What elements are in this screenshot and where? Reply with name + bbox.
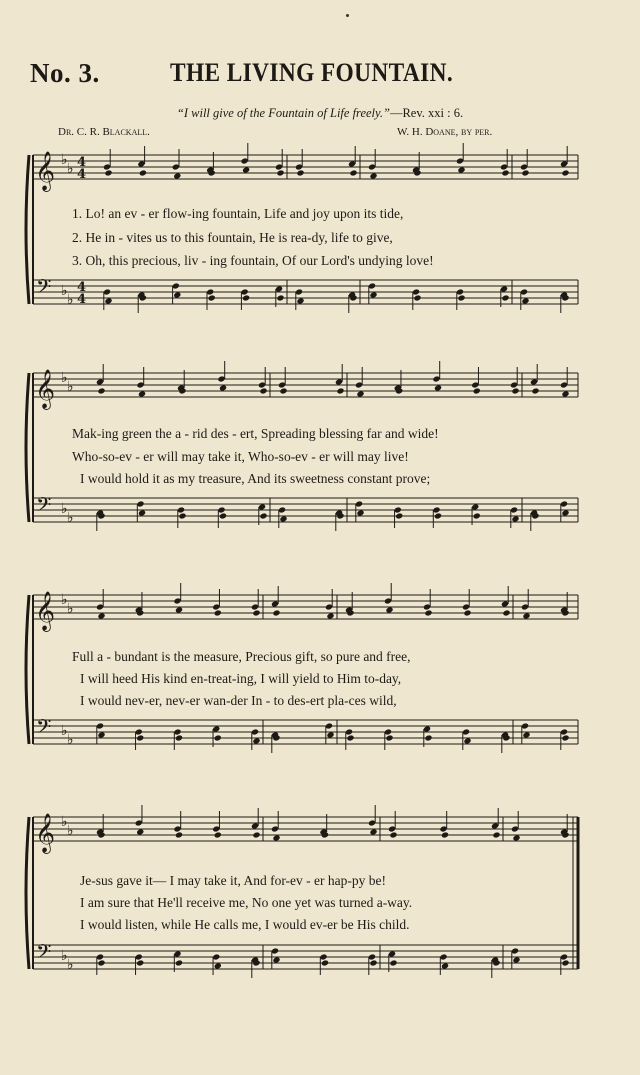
notehead — [173, 172, 181, 179]
notehead — [385, 734, 393, 741]
notehead — [349, 169, 357, 176]
key-flat-icon: ♭ — [61, 592, 68, 608]
key-flat-icon: ♭ — [61, 723, 68, 739]
notehead — [296, 297, 304, 304]
notehead — [356, 390, 364, 397]
key-flat-icon: ♭ — [61, 501, 68, 517]
key-flat-icon: ♭ — [67, 601, 74, 617]
notehead — [389, 831, 397, 838]
notehead — [369, 172, 377, 179]
notehead — [214, 962, 222, 969]
time-sig-bottom: 4 — [77, 292, 87, 307]
composer-credit: Dr. C. R. Blackall. — [58, 126, 150, 138]
system-2-verse-1: Mak-ing green the a - rid des - ert, Spreading blessing far and wide! — [72, 426, 439, 441]
system-2-verse-2: Who-so-ev - er will may take it, Who-so-ev - er will may live! — [72, 449, 409, 464]
notehead — [511, 515, 519, 522]
system-4-verse-2: I am sure that He'll receive me, No one yet was turned a-way. — [80, 895, 413, 910]
notehead — [242, 294, 250, 301]
notehead — [138, 390, 146, 397]
notehead — [139, 169, 147, 176]
notehead — [136, 828, 144, 835]
notehead — [326, 731, 334, 738]
notehead — [259, 387, 267, 394]
notehead — [521, 297, 529, 304]
notehead — [104, 169, 112, 176]
hymn-title: THE LIVING FOUNTAIN. — [170, 58, 454, 87]
notehead — [208, 294, 216, 301]
notehead — [561, 734, 569, 741]
key-flat-icon: ♭ — [61, 283, 68, 299]
notehead — [276, 294, 284, 301]
time-sig-top: 4 — [77, 155, 87, 170]
bass-clef-icon: 𝄢 — [36, 275, 52, 303]
notehead — [473, 512, 481, 519]
key-flat-icon: ♭ — [67, 292, 74, 308]
notehead — [97, 387, 105, 394]
notehead — [521, 169, 529, 176]
notehead — [214, 609, 222, 616]
notehead — [512, 834, 520, 841]
system-4-verse-3: I would listen, while He calls me, I would ev-er be His child. — [80, 917, 410, 932]
notehead — [175, 831, 183, 838]
notehead — [492, 831, 500, 838]
notehead — [501, 294, 509, 301]
notehead — [511, 387, 519, 394]
notehead — [561, 959, 569, 966]
notehead — [279, 515, 287, 522]
notehead — [512, 956, 520, 963]
system-3-verse-2: I will heed His kind en-treat-ing, I will yield to Him to-day, — [80, 671, 402, 686]
notehead — [173, 291, 181, 298]
notehead — [175, 959, 183, 966]
bass-clef-icon: 𝄢 — [36, 493, 52, 521]
time-sig-top: 4 — [77, 280, 87, 295]
key-flat-icon: ♭ — [67, 510, 74, 526]
key-flat-icon: ♭ — [61, 370, 68, 386]
notehead — [252, 831, 260, 838]
notehead — [424, 734, 432, 741]
system-2-verse-3: I would hold it as my treasure, And its sweetness constant prove; — [80, 471, 431, 486]
system-3-verse-3: I would nev-er, nev-er wan-der In - to des-ert pla-ces wild, — [80, 693, 397, 708]
key-flat-icon: ♭ — [67, 823, 74, 839]
notehead — [252, 609, 260, 616]
notehead — [531, 387, 539, 394]
treble-clef-icon: 𝄞 — [35, 813, 56, 853]
notehead — [441, 962, 449, 969]
system-4-verse-1: Je-sus gave it— I may take it, And for-ev - er hap-py be! — [80, 873, 387, 888]
system-2-brace — [26, 373, 29, 522]
notehead — [561, 509, 569, 516]
notehead — [326, 612, 334, 619]
notehead — [561, 169, 569, 176]
time-sig-bottom: 4 — [77, 167, 87, 182]
notehead — [369, 291, 377, 298]
notehead — [279, 387, 287, 394]
notehead — [561, 390, 569, 397]
system-1-verse-2: 2. He in - vites us to this fountain, He is rea-dy, life to give, — [72, 230, 393, 245]
treble-clef-icon: 𝄞 — [35, 369, 56, 409]
notehead — [395, 512, 403, 519]
notehead — [434, 512, 442, 519]
notehead — [369, 959, 377, 966]
notehead — [276, 169, 284, 176]
notehead — [175, 734, 183, 741]
notehead — [441, 831, 449, 838]
notehead — [356, 509, 364, 516]
key-flat-icon: ♭ — [61, 814, 68, 830]
notehead — [369, 828, 377, 835]
key-flat-icon: ♭ — [67, 161, 74, 177]
notehead — [346, 734, 354, 741]
notehead — [259, 512, 267, 519]
notehead — [219, 384, 227, 391]
notehead — [296, 169, 304, 176]
notehead — [104, 297, 112, 304]
notehead — [178, 512, 186, 519]
hymn-number: No. 3. — [30, 58, 100, 88]
notehead — [413, 294, 421, 301]
notehead — [321, 959, 329, 966]
notehead — [136, 734, 144, 741]
notehead — [242, 166, 250, 173]
bass-clef-icon: 𝄢 — [36, 940, 52, 968]
epigraph-quote: “I will give of the Fountain of Life freely.” — [176, 106, 390, 120]
notehead — [252, 737, 260, 744]
notehead — [336, 387, 344, 394]
notehead — [502, 609, 510, 616]
notehead — [501, 169, 509, 176]
notehead — [97, 731, 105, 738]
system-1-verse-3: 3. Oh, this precious, liv - ing fountain, Of our Lord's undying love! — [72, 253, 434, 268]
key-flat-icon: ♭ — [67, 379, 74, 395]
notehead — [463, 609, 471, 616]
notehead — [385, 606, 393, 613]
notehead — [434, 384, 442, 391]
system-3-brace — [26, 595, 29, 744]
key-flat-icon: ♭ — [67, 732, 74, 748]
notehead — [272, 834, 280, 841]
arranger-credit: W. H. Doane, by per. — [397, 126, 493, 138]
notehead — [463, 737, 471, 744]
system-1-brace — [26, 155, 29, 304]
key-flat-icon: ♭ — [67, 957, 74, 973]
system-4-brace — [26, 817, 29, 969]
treble-clef-icon: 𝄞 — [35, 591, 56, 631]
notehead — [457, 166, 465, 173]
key-flat-icon: ♭ — [61, 948, 68, 964]
notehead — [214, 734, 222, 741]
notehead — [97, 612, 105, 619]
notehead — [136, 959, 144, 966]
notehead — [389, 959, 397, 966]
notehead — [473, 387, 481, 394]
notehead — [424, 609, 432, 616]
notehead — [272, 609, 280, 616]
notehead — [214, 831, 222, 838]
notehead — [97, 959, 105, 966]
treble-clef-icon: 𝄞 — [35, 151, 56, 191]
notehead — [457, 294, 465, 301]
key-flat-icon: ♭ — [61, 152, 68, 168]
notehead — [522, 731, 530, 738]
notehead — [138, 509, 146, 516]
system-1-verse-1: 1. Lo! an ev - er flow-ing fountain, Life and joy upon its tide, — [72, 206, 404, 221]
notehead — [219, 512, 227, 519]
notehead — [522, 612, 530, 619]
bass-clef-icon: 𝄢 — [36, 715, 52, 743]
system-3-verse-1: Full a - bundant is the measure, Precious gift, so pure and free, — [72, 649, 411, 664]
notehead — [272, 956, 280, 963]
notehead — [175, 606, 183, 613]
epigraph-reference: —Rev. xxi : 6. — [389, 106, 464, 120]
